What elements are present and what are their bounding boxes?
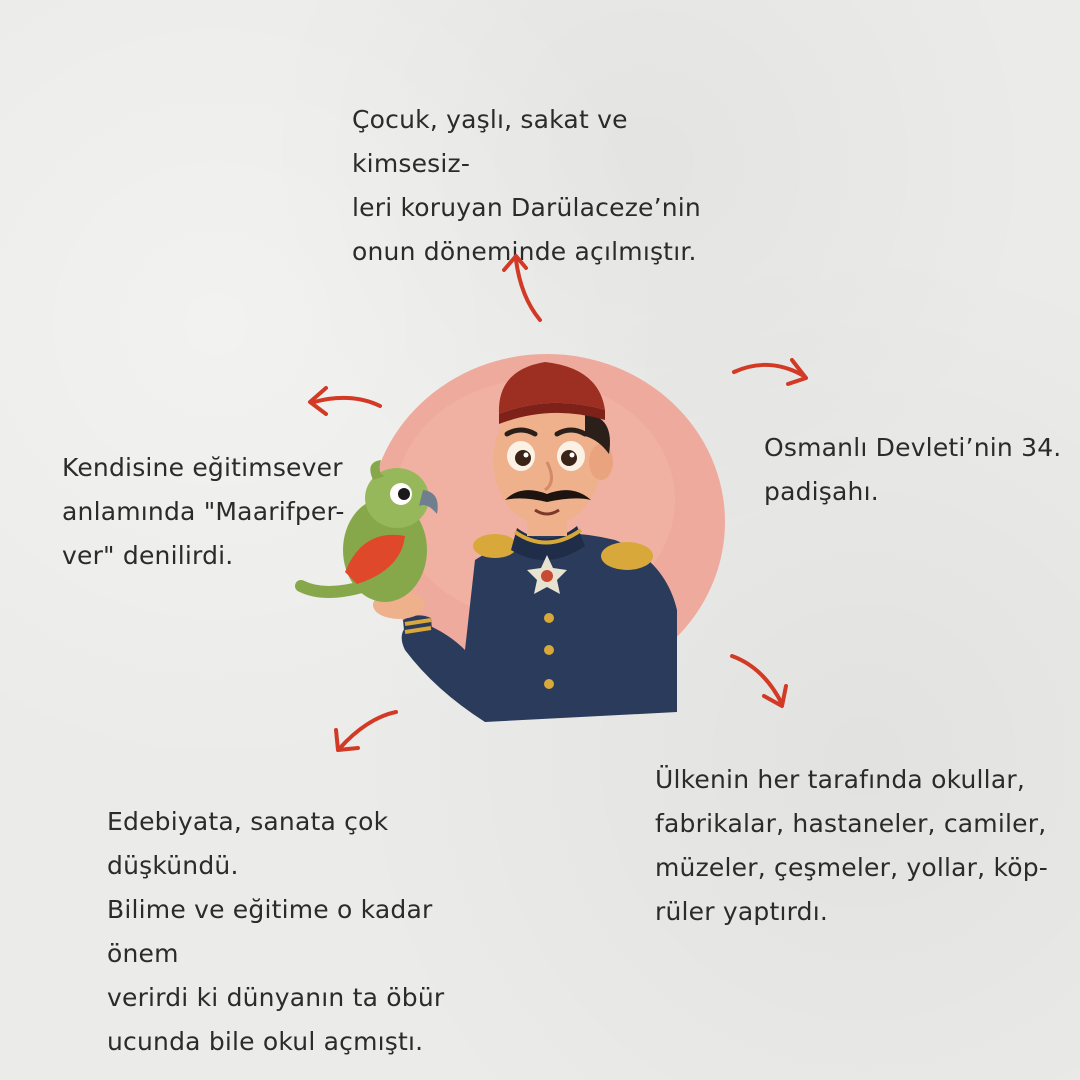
epaulette-right: [601, 542, 653, 570]
arrow-down-right-icon: [724, 648, 804, 718]
sultan-illustration: [285, 350, 735, 740]
fact-left-text: Kendisine eğitimsever anlamında "Maarifper- ver" denilirdi.: [62, 453, 345, 570]
arrow-right-icon: [728, 348, 818, 398]
arrow-up-icon: [490, 240, 560, 330]
parrot-icon: [301, 460, 438, 602]
fact-bottom-left-text: Edebiyata, sanata çok düşkündü. Bilime ve eğitime o kadar önem verirdi ki dünyanın ta öbür ucunda bile okul açmıştı.: [107, 807, 445, 1056]
fact-bottom-right-text: Ülkenin her tarafında okullar, fabrikalar, hastaneler, camiler, müzeler, çeşmeler, yollar, köp- rüler yaptırdı.: [655, 765, 1049, 926]
epaulette-left: [473, 534, 517, 558]
fact-right-text: Osmanlı Devleti’nin 34. padişahı.: [764, 433, 1062, 506]
fact-top-text: Çocuk, yaşlı, sakat ve kimsesiz- leri koruyan Darülaceze’nin onun döneminde açılmıştır.: [352, 105, 701, 266]
